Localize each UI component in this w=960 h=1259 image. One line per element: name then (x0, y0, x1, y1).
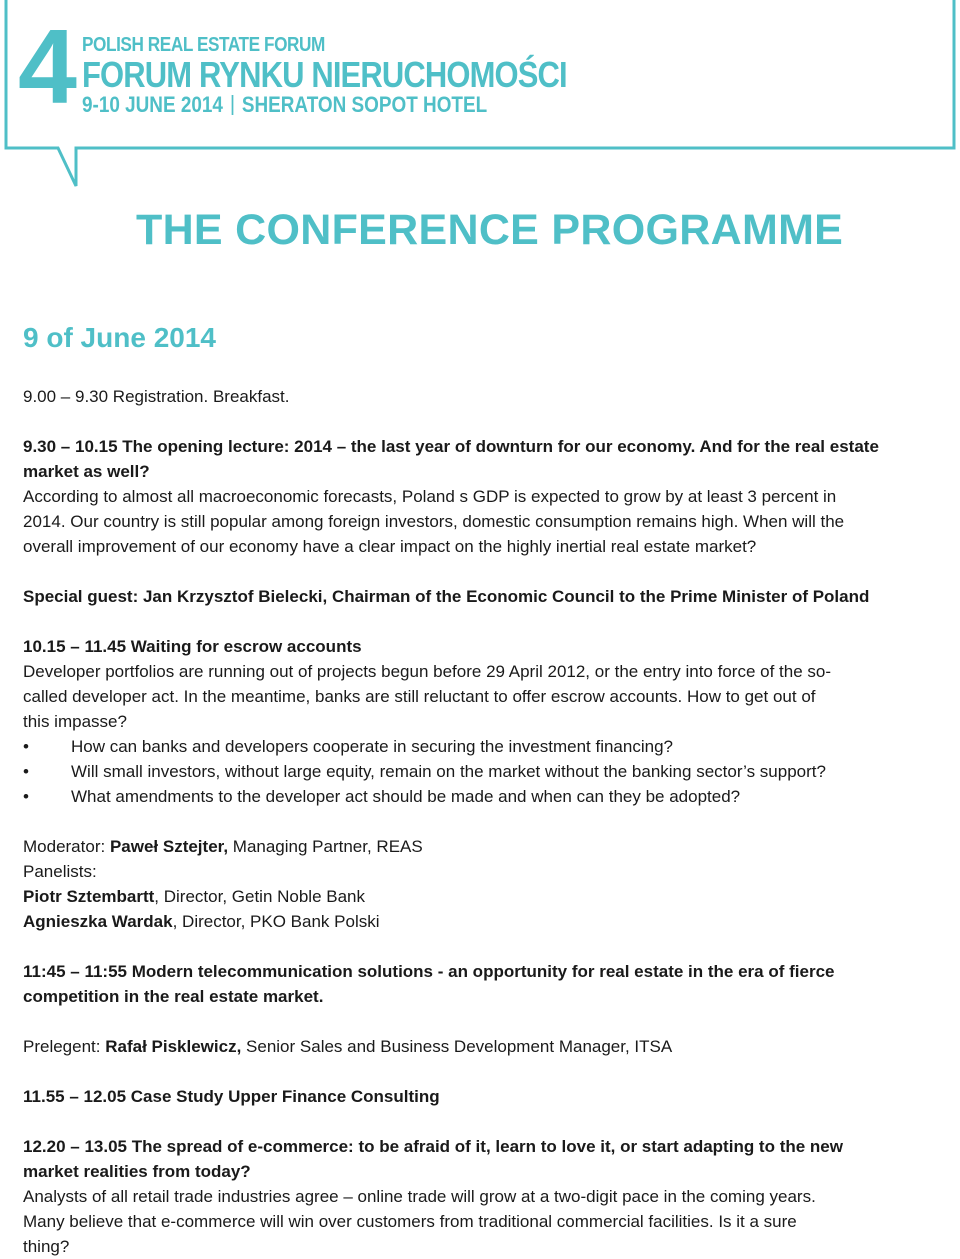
forum-name-en: POLISH REAL ESTATE FORUM (82, 34, 325, 56)
bullet-text: What amendments to the developer act should be made and when can they be adopted? (71, 787, 741, 806)
page-title: THE CONFERENCE PROGRAMME (136, 206, 844, 254)
bullet-icon: • (23, 762, 29, 781)
list-item (23, 759, 938, 784)
escrow-desc-line1: Developer portfolios are running out of projects begun before 29 April 2012, or the entry into force of the so- (23, 662, 831, 681)
bullet-text: Will small investors, without large equity, remain on the market without the banking sector’s support? (71, 762, 826, 781)
moderator-role: Managing Partner, REAS (228, 837, 423, 856)
opening-desc-line3: overall improvement of our economy have a clear impact on the highly inertial real estate market? (23, 537, 757, 556)
ecommerce-desc-line1: Analysts of all retail trade industries agree – online trade will grow at a two-digit pace in the coming years. (23, 1187, 816, 1206)
bullet-text: How can banks and developers cooperate in securing the investment financing? (71, 737, 673, 756)
escrow-desc-line3: this impasse? (23, 712, 127, 731)
prelegent-label: Prelegent: (23, 1037, 106, 1056)
telecom-title-line1: 11:45 – 11:55 Modern telecommunication solutions - an opportunity for real estate in the era of fierce (23, 962, 835, 981)
bullet-icon: • (23, 787, 29, 806)
telecom-title-line2: competition in the real estate market. (23, 987, 324, 1006)
panelist-role: , Director, PKO Bank Polski (172, 912, 380, 931)
case-study-title: 11.55 – 12.05 Case Study Upper Finance Consulting (23, 1087, 440, 1106)
panelist-line (23, 884, 938, 909)
prelegent-line (23, 1034, 938, 1059)
opening-desc-line2: 2014. Our country is still popular among foreign investors, domestic consumption remains high. When will the (23, 512, 845, 531)
opening-desc-line1: According to almost all macroeconomic forecasts, Poland s GDP is expected to grow by at least 3 percent in (23, 487, 837, 506)
panelist-name: Agnieszka Wardak (23, 912, 173, 931)
ecommerce-desc-line2: Many believe that e-commerce will win over customers from traditional commercial facilities. Is it a sure (23, 1212, 797, 1231)
moderator-line (23, 834, 938, 859)
ecommerce-title-line1: 12.20 – 13.05 The spread of e-commerce: to be afraid of it, learn to love it, or start adapting to the new (23, 1137, 843, 1156)
forum-name-pl: FORUM RYNKU NIERUCHOMOŚCI (82, 54, 567, 95)
list-item (23, 784, 938, 809)
forum-dates: 9-10 JUNE 2014 (82, 92, 223, 117)
programme-content (23, 384, 938, 1259)
panelist-line (23, 909, 938, 934)
list-item (23, 734, 938, 759)
prelegent-name: Rafał Pisklewicz, (105, 1037, 242, 1056)
panelist-role: , Director, Getin Noble Bank (154, 887, 366, 906)
moderator-name: Paweł Sztejter, (109, 837, 229, 856)
ecommerce-title-line2: market realities from today? (23, 1162, 251, 1181)
moderator-label: Moderator: (23, 837, 110, 856)
opening-title-line1: 9.30 – 10.15 The opening lecture: 2014 – the last year of downturn for our economy. And for the real estate (23, 437, 879, 456)
forum-venue: SHERATON SOPOT HOTEL (241, 92, 488, 117)
panelist-name: Piotr Sztembartt (23, 887, 155, 906)
opening-title-line2: market as well? (23, 462, 150, 481)
prelegent-role: Senior Sales and Business Development Manager, ITSA (241, 1037, 673, 1056)
escrow-title: 10.15 – 11.45 Waiting for escrow accounts (23, 637, 362, 656)
panelists-label: Panelists: (23, 862, 97, 881)
escrow-desc-line2: called developer act. In the meantime, banks are still reluctant to offer escrow accounts. How to get out of (23, 687, 816, 706)
edition-number: 4 (18, 8, 73, 126)
day-heading: 9 of June 2014 (23, 322, 216, 353)
separator-bar (232, 95, 234, 115)
forum-dates-venue (82, 92, 487, 118)
special-guest: Special guest: Jan Krzysztof Bielecki, Chairman of the Economic Council to the Prime Minister of Poland (23, 587, 870, 606)
bullet-icon: • (23, 737, 29, 756)
ecommerce-desc-line3: thing? (23, 1237, 70, 1256)
registration-item: 9.00 – 9.30 Registration. Breakfast. (23, 387, 290, 406)
